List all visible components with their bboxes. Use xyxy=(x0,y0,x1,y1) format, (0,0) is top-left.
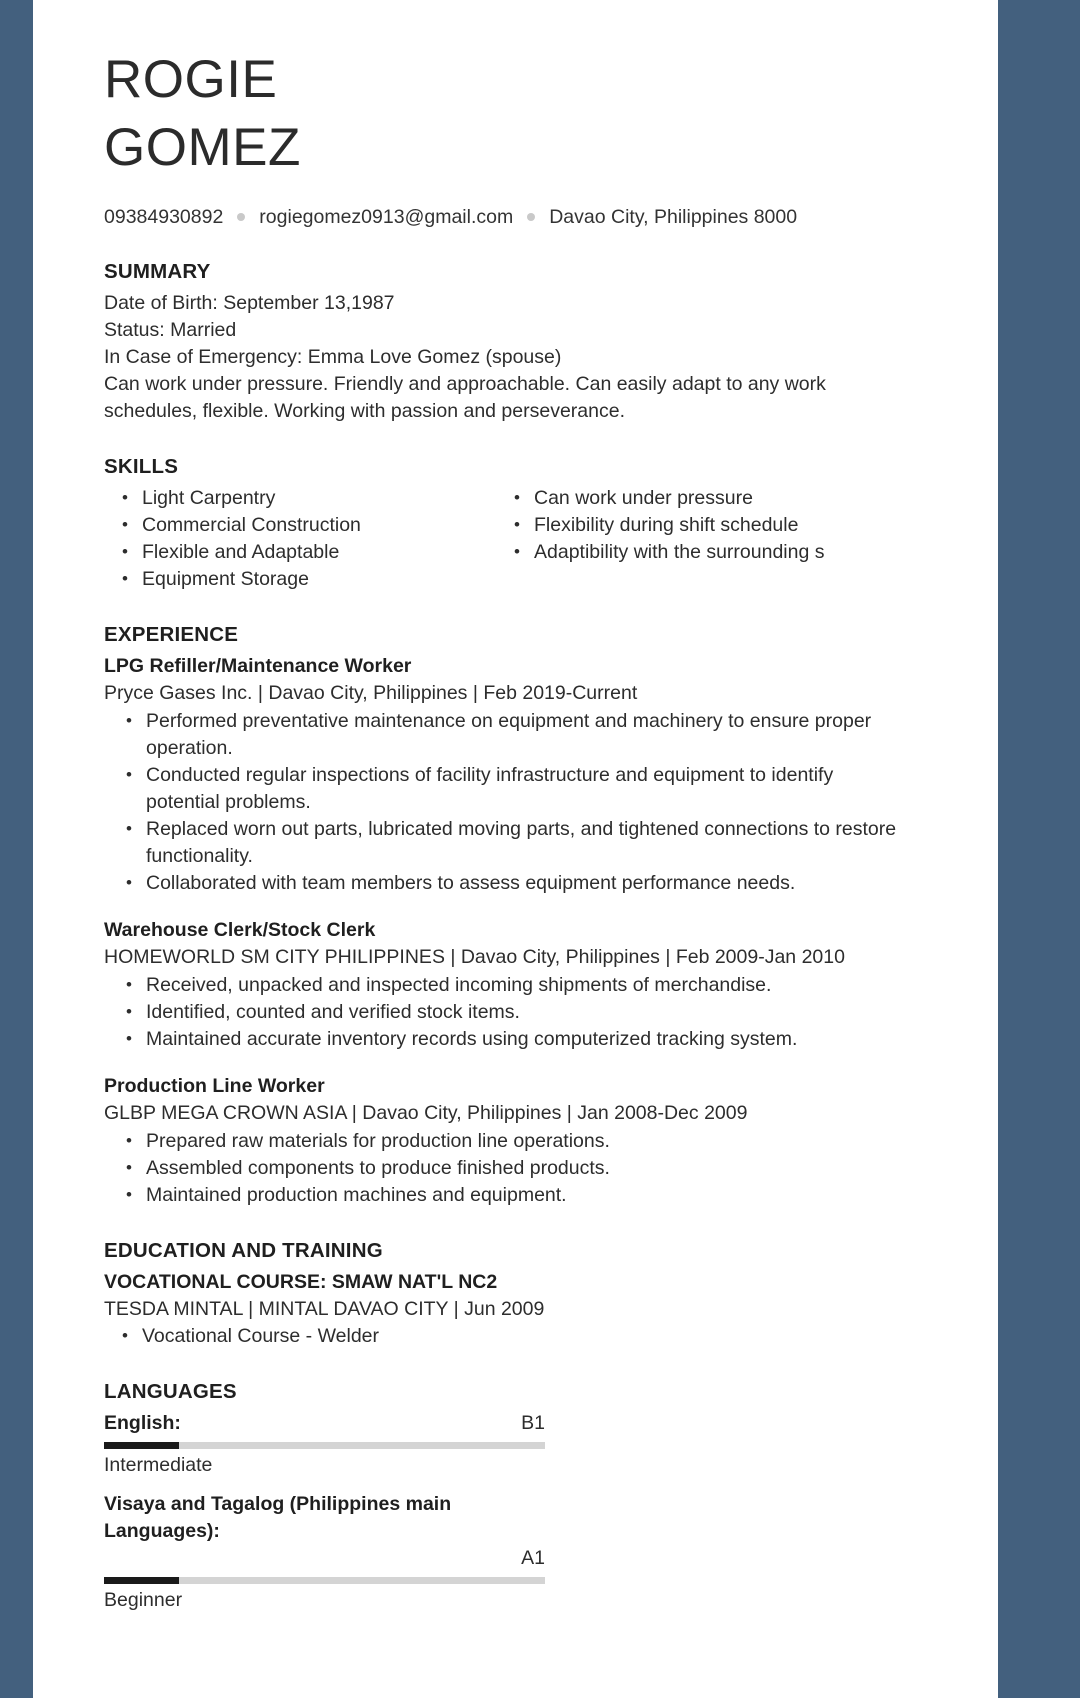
list-item: • Collaborated with team members to assess equipment performance needs. xyxy=(144,870,904,897)
list-item: • Replaced worn out parts, lubricated moving parts, and tightened connections to restore functionality. xyxy=(144,816,904,870)
list-item: • Flexible and Adaptable xyxy=(140,539,504,566)
language-level-badge: B1 xyxy=(521,1412,545,1434)
list-item: • Vocational Course - Welder xyxy=(140,1323,904,1350)
education-heading: EDUCATION AND TRAINING xyxy=(104,1239,383,1262)
skills-columns xyxy=(104,485,904,593)
list-item: • Can work under pressure xyxy=(532,485,904,512)
education-bullets xyxy=(104,1323,904,1350)
contact-email: rogiegomez0913@gmail.com xyxy=(259,206,514,228)
language-name: Visaya and Tagalog (Philippines main Languages): xyxy=(104,1493,452,1542)
job-bullets xyxy=(104,972,904,1053)
skills-column-right xyxy=(504,485,904,593)
list-item: • Conducted regular inspections of facility infrastructure and equipment to identify potential problems. xyxy=(144,762,904,816)
skills-heading: SKILLS xyxy=(104,455,179,478)
list-item: • Adaptibility with the surrounding s xyxy=(532,539,904,566)
first-name: ROGIE xyxy=(104,50,278,109)
section-skills xyxy=(104,455,904,593)
language-entry-english xyxy=(104,1410,904,1479)
list-item: • Assembled components to produce finished products. xyxy=(144,1155,904,1182)
education-course-title: VOCATIONAL COURSE: SMAW NAT'L NC2 xyxy=(104,1271,498,1293)
language-proficiency-bar xyxy=(104,1442,545,1449)
summary-emergency-contact: In Case of Emergency: Emma Love Gomez (spouse) xyxy=(104,346,562,368)
contact-line xyxy=(104,204,904,230)
summary-status: Status: Married xyxy=(104,319,237,341)
language-row xyxy=(104,1491,545,1572)
last-name: GOMEZ xyxy=(104,118,301,177)
list-item: • Flexibility during shift schedule xyxy=(532,512,904,539)
language-description: Beginner xyxy=(104,1589,183,1611)
experience-entry-3 xyxy=(104,1073,904,1209)
language-row xyxy=(104,1410,545,1437)
job-meta: Pryce Gases Inc. | Davao City, Philippines | Feb 2019-Current xyxy=(104,682,638,704)
job-title: Warehouse Clerk/Stock Clerk xyxy=(104,919,376,941)
contact-location: Davao City, Philippines 8000 xyxy=(549,206,798,228)
job-bullets xyxy=(104,708,904,897)
section-summary xyxy=(104,260,904,425)
job-bullets xyxy=(104,1128,904,1209)
job-meta: GLBP MEGA CROWN ASIA | Davao City, Philippines | Jan 2008-Dec 2009 xyxy=(104,1102,748,1124)
skills-list-right xyxy=(504,485,904,566)
language-name: English: xyxy=(104,1412,181,1434)
list-item: • Light Carpentry xyxy=(140,485,504,512)
contact-phone: 09384930892 xyxy=(104,206,224,228)
dot-separator-icon xyxy=(527,213,535,221)
section-experience xyxy=(104,623,904,1209)
job-title: Production Line Worker xyxy=(104,1075,325,1097)
summary-heading: SUMMARY xyxy=(104,260,211,283)
language-proficiency-bar xyxy=(104,1577,545,1584)
summary-dob: Date of Birth: September 13,1987 xyxy=(104,292,395,314)
list-item: • Prepared raw materials for production line operations. xyxy=(144,1128,904,1155)
list-item: • Maintained production machines and equipment. xyxy=(144,1182,904,1209)
section-languages xyxy=(104,1380,904,1614)
header-name-block xyxy=(104,0,904,182)
skills-column-left xyxy=(104,485,504,593)
language-level-badge: A1 xyxy=(521,1547,545,1569)
experience-entry-1 xyxy=(104,653,904,897)
list-item: • Equipment Storage xyxy=(140,566,504,593)
resume-page xyxy=(33,0,998,1698)
languages-heading: LANGUAGES xyxy=(104,1380,237,1403)
language-entry-visaya-tagalog xyxy=(104,1491,904,1614)
section-education xyxy=(104,1239,904,1350)
education-meta: TESDA MINTAL | MINTAL DAVAO CITY | Jun 2009 xyxy=(104,1298,545,1320)
job-title: LPG Refiller/Maintenance Worker xyxy=(104,655,412,677)
list-item: • Performed preventative maintenance on equipment and machinery to ensure proper operation. xyxy=(144,708,904,762)
resume-content xyxy=(104,0,904,1614)
dot-separator-icon xyxy=(237,213,245,221)
language-proficiency-fill xyxy=(104,1442,179,1449)
language-proficiency-fill xyxy=(104,1577,179,1584)
list-item: • Received, unpacked and inspected incoming shipments of merchandise. xyxy=(144,972,904,999)
list-item: • Commercial Construction xyxy=(140,512,504,539)
list-item: • Identified, counted and verified stock items. xyxy=(144,999,904,1026)
language-description: Intermediate xyxy=(104,1454,213,1476)
experience-entry-2 xyxy=(104,917,904,1053)
job-meta: HOMEWORLD SM CITY PHILIPPINES | Davao City, Philippines | Feb 2009-Jan 2010 xyxy=(104,946,845,968)
experience-heading: EXPERIENCE xyxy=(104,623,239,646)
summary-paragraph: Can work under pressure. Friendly and approachable. Can easily adapt to any work schedules, flexible. Working with passion and perseverance. xyxy=(104,373,826,422)
skills-list-left xyxy=(104,485,504,593)
list-item: • Maintained accurate inventory records using computerized tracking system. xyxy=(144,1026,904,1053)
